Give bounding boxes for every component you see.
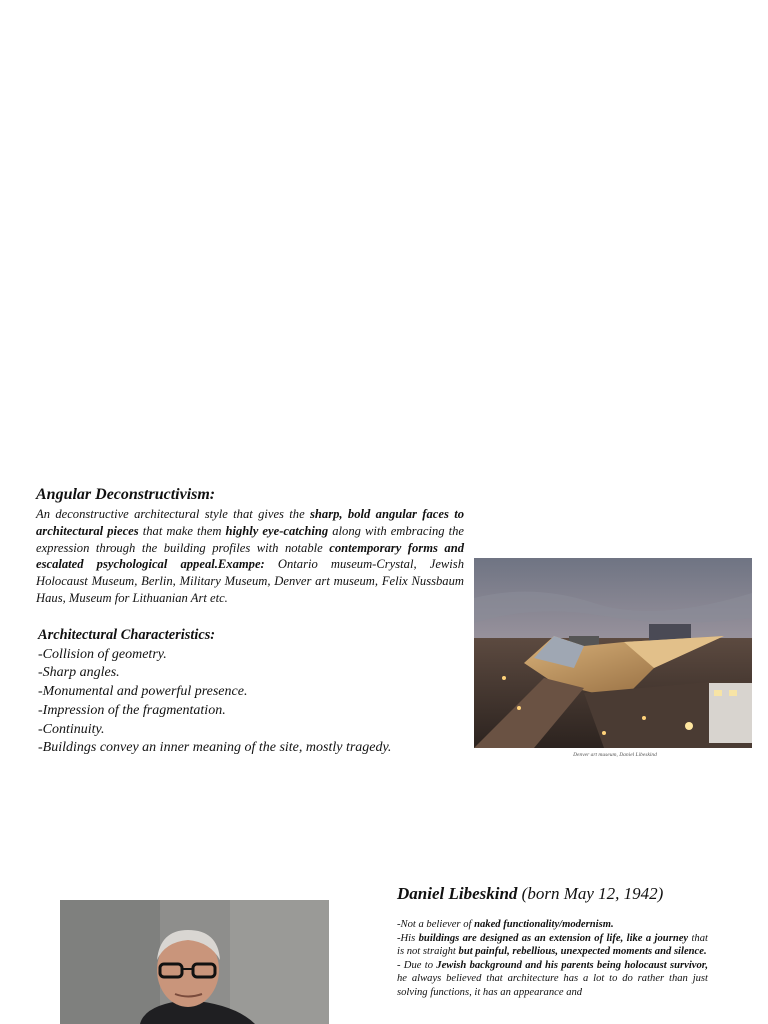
characteristics-title: Architectural Characteristics: bbox=[38, 627, 216, 643]
section-paragraph bbox=[36, 506, 464, 607]
bold-text-run: Jewish background and his parents being holocaust survivor, bbox=[436, 959, 708, 971]
bio-section bbox=[397, 884, 708, 1000]
bio-item bbox=[397, 918, 708, 932]
section-title: Angular Deconstructivism: bbox=[36, 486, 216, 503]
characteristic-item: -Collision of geometry. bbox=[38, 646, 167, 662]
bio-item bbox=[397, 959, 708, 1000]
text-run: that make them bbox=[138, 523, 226, 538]
characteristic-item: -Sharp angles. bbox=[38, 665, 120, 681]
museum-photo-illustration bbox=[474, 558, 752, 748]
text-run: -His bbox=[397, 932, 419, 944]
bio-title bbox=[397, 884, 708, 904]
text-run: -Not a believer of bbox=[397, 919, 475, 930]
text-run: Ontario museum-Crystal, Jewish Holocaust Museum, Berlin, Military Museum, Denver art museum, Felix Nussbaum Haus, Museum for Lithuanian Art etc. bbox=[36, 557, 464, 605]
text-run: he always believed that architecture has a lot to do rather than just solving functions, it has an appearance and bbox=[397, 973, 708, 998]
characteristic-item: -Impression of the fragmentation. bbox=[38, 702, 226, 718]
characteristic-item: -Buildings convey an inner meaning of the site, mostly tragedy. bbox=[38, 740, 392, 756]
daniel-libeskind-portrait bbox=[60, 900, 329, 1024]
angular-deconstructivism-section bbox=[36, 486, 464, 607]
bold-text-run: sharp, bold angular faces to architectural pieces bbox=[36, 507, 464, 538]
bold-text-run: contemporary forms and escalated psychological appeal.Exampe: bbox=[36, 540, 464, 572]
text-run: An deconstructive architectural style that gives the bbox=[36, 507, 311, 521]
bold-text-run: highly eye-catching bbox=[225, 523, 329, 538]
portrait-illustration bbox=[60, 900, 329, 1024]
characteristics-section bbox=[38, 626, 468, 758]
text-run: along with embracing the expression through the building profiles with notable bbox=[36, 523, 464, 555]
bio-born: (born May 12, 1942) bbox=[517, 884, 664, 903]
bold-text-run: naked functionality/modernism. bbox=[474, 919, 614, 930]
museum-photo-caption: Denver art museum, Daniel Libeskind bbox=[573, 752, 657, 758]
characteristic-item: -Monumental and powerful presence. bbox=[38, 684, 248, 700]
bio-name: Daniel Libeskind bbox=[397, 884, 518, 903]
bold-text-run: but painful, rebellious, unexpected moments and silence. bbox=[458, 946, 707, 958]
denver-art-museum-photo bbox=[474, 558, 752, 748]
bio-list bbox=[397, 918, 708, 1000]
characteristic-item: -Continuity. bbox=[38, 721, 105, 737]
text-run: - Due to bbox=[397, 959, 437, 971]
bold-text-run: buildings are designed as an extension of life, like a journey bbox=[418, 932, 689, 944]
bio-item bbox=[397, 932, 708, 959]
text-run: that is not straight bbox=[397, 932, 708, 958]
